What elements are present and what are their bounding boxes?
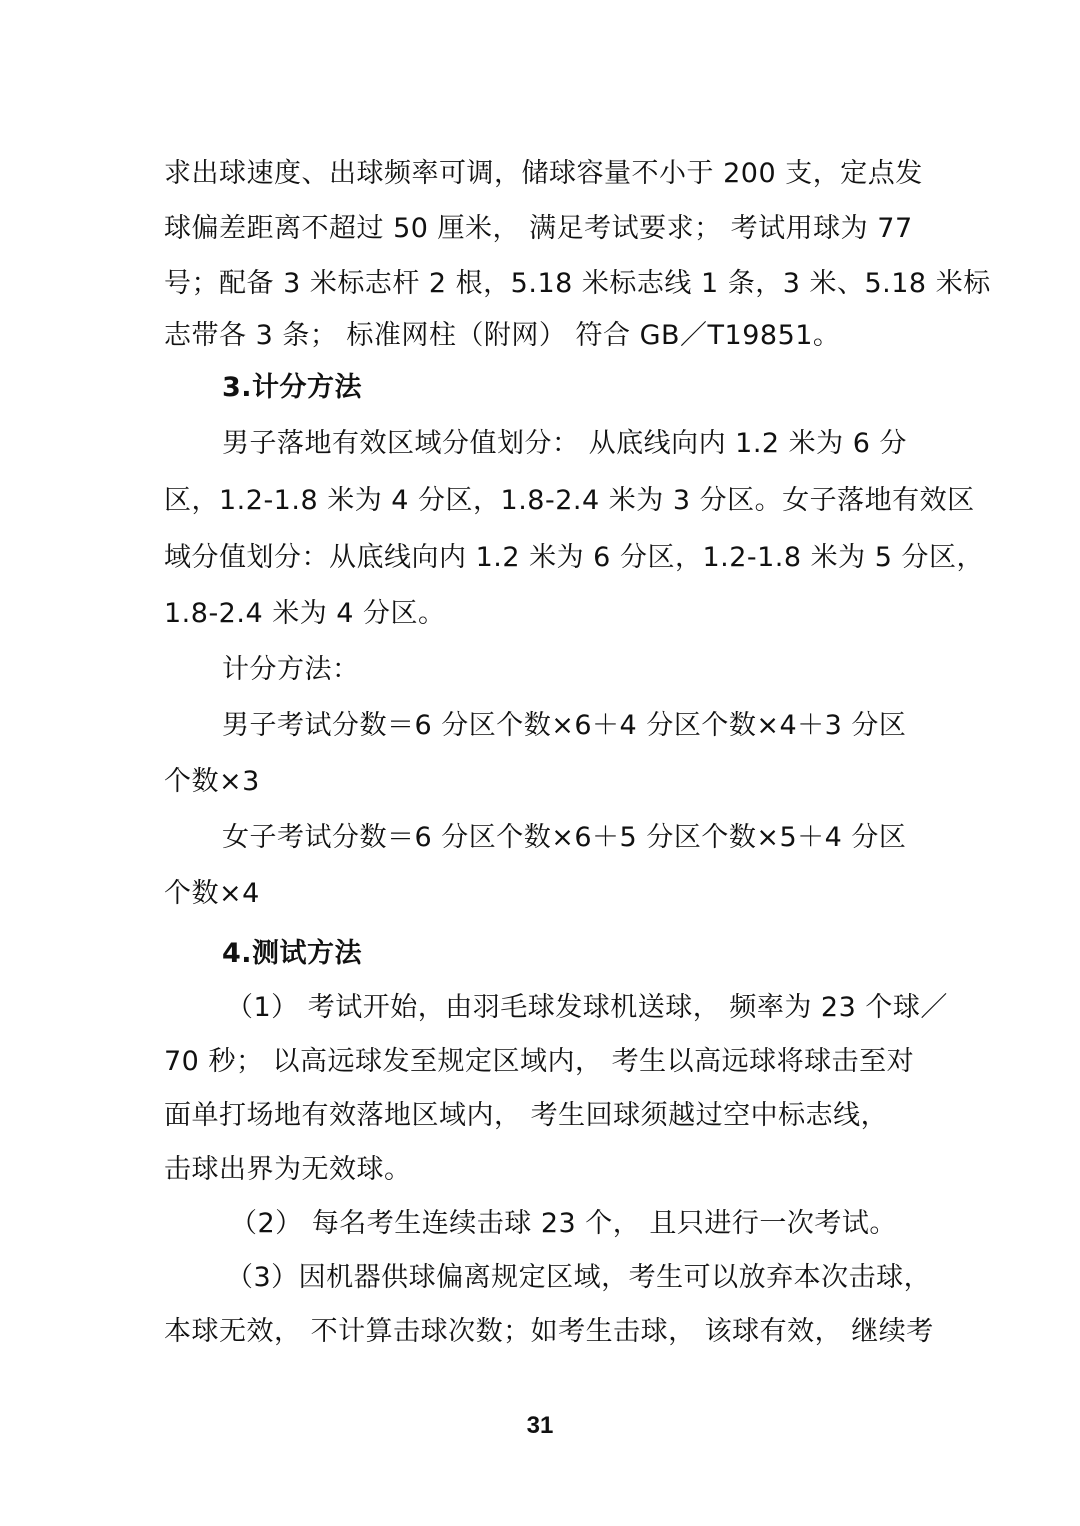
paragraph-line: 号；配备 3 米标志杆 2 根，5.18 米标志线 1 条，3 米、5.18 米标 xyxy=(164,268,991,299)
paragraph-line: 球偏差距离不超过 50 厘米， 满足考试要求； 考试用球为 77 xyxy=(164,213,913,244)
paragraph-line: （1） 考试开始，由羽毛球发球机送球， 频率为 23 个球／ xyxy=(226,992,948,1023)
paragraph-line: 70 秒； 以高远球发至规定区域内， 考生以高远球将球击至对 xyxy=(164,1046,915,1077)
formula-female: 女子考试分数＝6 分区个数×6＋5 分区个数×5＋4 分区 xyxy=(222,822,907,853)
formula-female-continued: 个数×4 xyxy=(164,878,260,909)
paragraph-line: （2） 每名考生连续击球 23 个， 且只进行一次考试。 xyxy=(230,1208,897,1239)
paragraph-line: 志带各 3 条； 标准网柱（附网） 符合 GB／T19851。 xyxy=(164,320,841,351)
paragraph-line: 1.8-2.4 米为 4 分区。 xyxy=(164,598,446,629)
section-heading-test-method: 4.测试方法 xyxy=(222,938,363,969)
paragraph-line: （3）因机器供球偏离规定区域，考生可以放弃本次击球， xyxy=(226,1262,932,1293)
paragraph-line: 区，1.2-1.8 米为 4 分区，1.8-2.4 米为 3 分区。女子落地有效区 xyxy=(164,485,975,516)
paragraph-line: 男子落地有效区域分值划分： 从底线向内 1.2 米为 6 分 xyxy=(222,428,908,459)
paragraph-line: 求出球速度、出球频率可调，储球容量不小于 200 支，定点发 xyxy=(164,158,923,189)
paragraph-line: 计分方法： xyxy=(222,654,360,685)
section-heading-scoring: 3.计分方法 xyxy=(222,372,363,403)
formula-male: 男子考试分数＝6 分区个数×6＋4 分区个数×4＋3 分区 xyxy=(222,710,907,741)
formula-male-continued: 个数×3 xyxy=(164,766,260,797)
paragraph-line: 面单打场地有效落地区域内， 考生回球须越过空中标志线， xyxy=(164,1100,889,1131)
paragraph-line: 击球出界为无效球。 xyxy=(164,1154,412,1185)
page-number: 31 xyxy=(526,1412,554,1439)
paragraph-line: 本球无效， 不计算击球次数；如考生击球， 该球有效， 继续考 xyxy=(164,1316,934,1347)
paragraph-line: 域分值划分：从底线向内 1.2 米为 6 分区，1.2-1.8 米为 5 分区， xyxy=(164,542,984,573)
